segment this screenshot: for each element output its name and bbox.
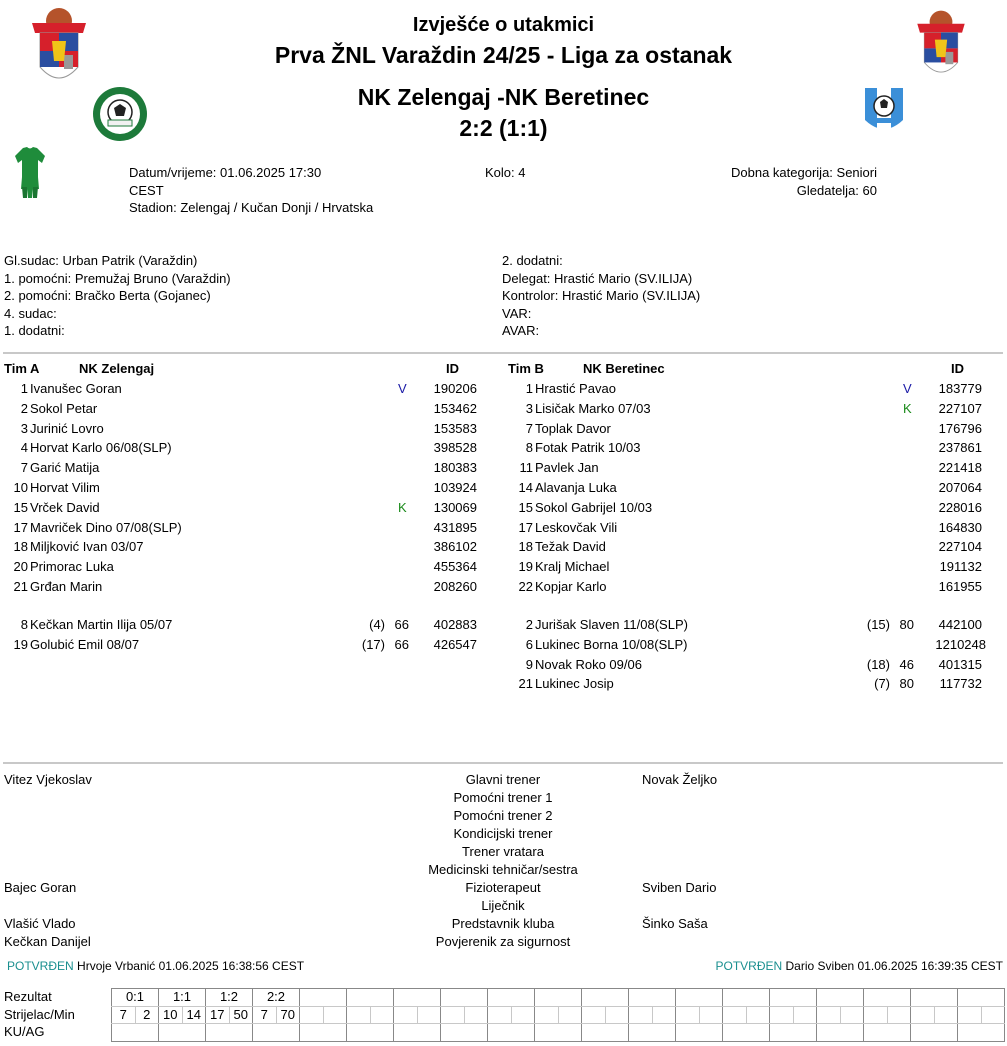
confirmed-status: POTVRĐEN: [715, 959, 783, 973]
match-info-right: [731, 164, 877, 199]
goal-minute-cell: [558, 1006, 582, 1024]
goal-score-cell: 0:1: [112, 989, 159, 1007]
goal-scorer-cell: 10: [159, 1006, 183, 1024]
player-row: 18 Miljković Ivan 03/07 386102: [13, 539, 477, 555]
goal-type-cell: [958, 1024, 1005, 1042]
substitute-row: 9 Novak Roko 09/06 (18) 46 401315: [525, 656, 982, 672]
goal-score-cell: [676, 989, 723, 1007]
goal-type-cell: [206, 1024, 253, 1042]
goal-scorer-cell: [629, 1006, 653, 1024]
goal-minute-cell: [887, 1006, 911, 1024]
goal-type-cell: [864, 1024, 911, 1042]
captain-mark: K: [903, 401, 912, 416]
team-b-name: NK Beretinec: [583, 361, 665, 376]
official-additional-1: 1. dodatni:: [4, 323, 65, 338]
goal-minute-cell: 2: [135, 1006, 159, 1024]
team-a-id-header: ID: [446, 361, 459, 376]
goal-type-cell: [629, 1024, 676, 1042]
official-fourth: 4. sudac:: [4, 305, 57, 321]
goal-scorer-cell: [347, 1006, 371, 1024]
team-b-lineup: [505, 359, 1005, 699]
player-row: 17 Leskovčak Vili 164830: [518, 519, 982, 535]
player-row: 7 Toplak Davor 176796: [525, 420, 982, 436]
goal-minute-cell: [699, 1006, 723, 1024]
player-row: 2 Sokol Petar 153462: [20, 401, 477, 416]
goal-minute-cell: 50: [229, 1006, 253, 1024]
staff-roles: Glavni trener Pomoćni trener 1 Pomoćni trener 2 Kondicijski trener Trener vratara Medicinski tehničar/sestra Fizioterapeut Liječnik Predstavnik kluba Povjerenik za sigurnost: [428, 772, 578, 949]
player-row: 19 Kralj Michael 191132: [518, 559, 982, 575]
goal-minute-cell: 14: [182, 1006, 206, 1024]
divider: [3, 352, 1003, 354]
staff-team-b: Novak Željko Sviben Dario Šinko Saša: [642, 772, 718, 931]
report-title: Izvješće o utakmici: [412, 14, 595, 36]
goalkeeper-mark: V: [903, 381, 912, 396]
confirmation-left: [7, 959, 304, 973]
goal-minute-cell: [511, 1006, 535, 1024]
player-row: 7 Garić Matija 180383: [20, 460, 477, 476]
goal-score-cell: [347, 989, 394, 1007]
player-row: 15 Vrček David K 130069: [0, 498, 500, 518]
goal-type-cell: [676, 1024, 723, 1042]
goal-minute-cell: [464, 1006, 488, 1024]
official-var: VAR:: [502, 305, 532, 321]
goal-scorer-cell: [723, 1006, 747, 1024]
goal-score-cell: 2:2: [253, 989, 300, 1007]
goal-score-cell: [488, 989, 535, 1007]
goal-type-cell: [441, 1024, 488, 1042]
goal-minute-cell: [746, 1006, 770, 1024]
goal-score-cell: [394, 989, 441, 1007]
match-score: 2:2 (1:1): [459, 115, 548, 141]
goal-type-cell: [253, 1024, 300, 1042]
substitute-row: 19 Golubić Emil 08/07 (17) 66 426547: [13, 636, 477, 652]
goal-minute-cell: [981, 1006, 1005, 1024]
goal-scorer-cell: [770, 1006, 794, 1024]
player-row: 22 Kopjar Karlo 161955: [518, 578, 982, 594]
goal-scorer-cell: [676, 1006, 700, 1024]
goal-type-cell: [112, 1024, 159, 1042]
home-kit-icon: [14, 147, 46, 199]
goal-scorer-cell: [817, 1006, 841, 1024]
official-assistant-1: 1. pomoćni: Premužaj Bruno (Varaždin): [4, 270, 231, 286]
goal-scorer-cell: [911, 1006, 935, 1024]
goal-minute-cell: [793, 1006, 817, 1024]
goal-score-cell: [958, 989, 1005, 1007]
match-teams: NK Zelengaj -NK Beretinec: [357, 84, 650, 110]
official-delegate: Delegat: Hrastić Mario (SV.ILIJA): [502, 270, 693, 286]
goal-scorer-cell: [488, 1006, 512, 1024]
spectators: Gledatelja: 60: [796, 182, 877, 198]
staff-section: [0, 771, 1007, 951]
player-row: 10 Horvat Vilim 103924: [13, 479, 477, 495]
round: Kolo: 4: [485, 165, 526, 180]
goal-scorer-cell: [535, 1006, 559, 1024]
goal-minute-cell: [840, 1006, 864, 1024]
official-additional-2: 2. dodatni:: [502, 253, 563, 268]
player-row: 3 Lisičak Marko 07/03 K 227107: [505, 399, 1005, 419]
confirmed-by: Dario Sviben 01.06.2025 16:39:35 CEST: [785, 959, 1003, 973]
goal-score-cell: [817, 989, 864, 1007]
confirmed-by: Hrvoje Vrbanić 01.06.2025 16:38:56 CEST: [77, 959, 305, 973]
goalkeeper-mark: V: [398, 381, 407, 396]
official-avar: AVAR:: [502, 323, 540, 338]
team-a-label: Tim A: [4, 361, 40, 376]
goal-type-cell: [159, 1024, 206, 1042]
goal-score-cell: [535, 989, 582, 1007]
player-row: 18 Težak David 227104: [518, 539, 982, 555]
goal-minute-cell: 70: [276, 1006, 300, 1024]
datetime: Datum/vrijeme: 01.06.2025 17:30: [129, 165, 322, 180]
stadium: Stadion: Zelengaj / Kučan Donji / Hrvatska: [129, 200, 374, 215]
goal-score-cell: [864, 989, 911, 1007]
goal-type-cell: [723, 1024, 770, 1042]
player-row: 1 Ivanušec Goran V 190206: [0, 379, 500, 399]
goal-type-cell: [582, 1024, 629, 1042]
player-row: 11 Pavlek Jan 221418: [519, 460, 982, 476]
goal-scorer-cell: [864, 1006, 888, 1024]
goal-score-cell: [629, 989, 676, 1007]
goals-grid: [111, 988, 1005, 1042]
team-a-lineup: [0, 359, 500, 679]
goal-score-cell: [441, 989, 488, 1007]
player-row: 17 Mavriček Dino 07/08(SLP) 431895: [13, 519, 477, 535]
player-row: 4 Horvat Karlo 06/08(SLP) 398528: [20, 440, 477, 456]
divider: [3, 762, 1003, 764]
substitute-row: 8 Kečkan Martin Ilija 05/07 (4) 66 402883: [20, 617, 477, 632]
player-row: 14 Alavanja Luka 207064: [518, 479, 982, 495]
team-a-name: NK Zelengaj: [79, 361, 155, 376]
goal-score-cell: 1:2: [206, 989, 253, 1007]
match-info-left: [129, 164, 373, 217]
team-b-id-header: ID: [951, 361, 964, 376]
goal-minute-cell: [652, 1006, 676, 1024]
goal-scorer-cell: [300, 1006, 324, 1024]
timezone: CEST: [129, 182, 164, 198]
goal-scorer-cell: 7: [253, 1006, 277, 1024]
goal-scorer-cell: [441, 1006, 465, 1024]
substitute-row: 2 Jurišak Slaven 11/08(SLP) (15) 80 442100: [525, 617, 982, 632]
goal-scorer-cell: 17: [206, 1006, 230, 1024]
player-row: 3 Jurinić Lovro 153583: [20, 420, 477, 436]
captain-mark: K: [398, 499, 407, 515]
player-row: 20 Primorac Luka 455364: [13, 559, 477, 575]
official-main-referee: Gl.sudac: Urban Patrik (Varaždin): [4, 253, 198, 268]
goal-score-cell: [911, 989, 958, 1007]
goal-type-cell: [817, 1024, 864, 1042]
goal-type-cell: [488, 1024, 535, 1042]
player-row: 15 Sokol Gabrijel 10/03 228016: [518, 499, 982, 515]
goal-scorer-cell: 7: [112, 1006, 136, 1024]
goal-scorer-cell: [582, 1006, 606, 1024]
competition-title: Prva ŽNL Varaždin 24/25 - Liga za ostanak: [274, 42, 733, 68]
goal-minute-cell: [934, 1006, 958, 1024]
officials-left: [4, 252, 231, 340]
goal-type-cell: [911, 1024, 958, 1042]
staff-team-a: Vitez Vjekoslav Bajec Goran Vlašić Vlado Kečkan Danijel: [4, 772, 92, 949]
goal-score-cell: [300, 989, 347, 1007]
goal-type-cell: [394, 1024, 441, 1042]
team-b-label: Tim B: [508, 361, 544, 376]
goal-type-cell: [300, 1024, 347, 1042]
substitute-row: 21 Lukinec Josip (7) 80 117732: [518, 676, 982, 692]
official-assistant-2: 2. pomoćni: Bračko Berta (Gojanec): [4, 288, 211, 303]
goal-score-cell: [723, 989, 770, 1007]
officials-right: [502, 252, 700, 340]
confirmed-status: POTVRĐEN: [7, 959, 74, 973]
goal-scorer-cell: [958, 1006, 982, 1024]
goal-type-cell: [770, 1024, 817, 1042]
goal-minute-cell: [417, 1006, 441, 1024]
confirmation-right: [715, 959, 1003, 973]
substitute-row: 6 Lukinec Borna 10/08(SLP) 1210248: [525, 636, 986, 652]
goal-score-cell: [770, 989, 817, 1007]
goal-minute-cell: [323, 1006, 347, 1024]
player-row: 8 Fotak Patrik 10/03 237861: [525, 440, 982, 456]
player-row: 21 Grđan Marin 208260: [13, 578, 477, 594]
goal-type-cell: [535, 1024, 582, 1042]
goals-row-labels: Rezultat Strijelac/Min KU/AG: [4, 989, 75, 1040]
goal-score-cell: [582, 989, 629, 1007]
player-row: 1 Hrastić Pavao V 183779: [505, 379, 1005, 399]
goal-type-cell: [347, 1024, 394, 1042]
goal-scorer-cell: [394, 1006, 418, 1024]
goal-minute-cell: [370, 1006, 394, 1024]
goal-minute-cell: [605, 1006, 629, 1024]
age-category: Dobna kategorija: Seniori: [731, 165, 877, 180]
official-controller: Kontrolor: Hrastić Mario (SV.ILIJA): [502, 288, 701, 303]
goal-score-cell: 1:1: [159, 989, 206, 1007]
